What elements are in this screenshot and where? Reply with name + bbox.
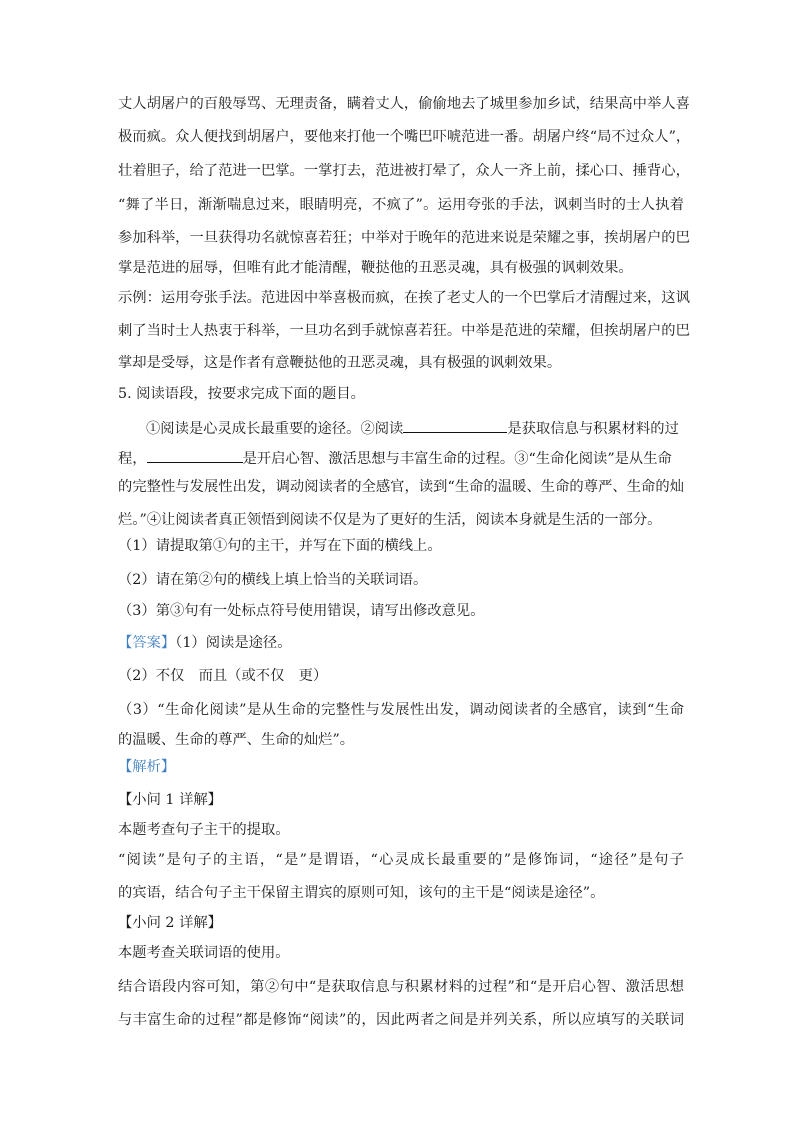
text-line: 掌是范进的屈辱，但唯有此才能清醒，鞭挞他的丑恶灵魂，具有极强的讽刺效果。: [118, 260, 633, 276]
text-line: 壮着胆子，给了范进一巴掌。一掌打去，范进被打晕了，众人一齐上前，揉心口、捶背心，: [118, 163, 690, 179]
analysis-heading: 【小问 1 详解】: [118, 792, 222, 808]
text-line: 参加科举，一旦获得功名就惊喜若狂；中举对于晚年的范进来说是荣耀之事，挨胡屠户的巴: [118, 230, 690, 246]
text-line: 丈人胡屠户的百般辱骂、无理责备，瞒着丈人，偷偷地去了城里参加乡试，结果高中举人喜: [118, 96, 690, 112]
passage-text: 是开启心智、激活思想与丰富生命的过程。③“生命化阅读”是从生命: [242, 451, 672, 467]
analysis-line: 本题考查句子主干的提取。: [118, 822, 290, 838]
analysis-line: “阅读”是句子的主语，“是”是谓语，“心灵成长最重要的”是修饰词，“途径”是句子: [118, 852, 684, 868]
example-line: 示例：运用夸张手法。范进因中举喜极而疯，在挨了老丈人的一个巴掌后才清醒过来，这讽: [118, 290, 690, 306]
answer-line: （2）不仅 而且（或不仅 更）: [118, 668, 328, 684]
passage-line: 烂。”④让阅读者真正领悟到阅读不仅是为了更好的生活，阅读本身就是生活的一部分。: [118, 512, 662, 528]
answer-label: 【答案】: [118, 635, 176, 651]
answer-line: 的温暖、生命的尊严、生命的灿烂”。: [118, 732, 355, 748]
passage-text: ①阅读是心灵成长最重要的途径。②阅读: [146, 421, 404, 437]
answer-line: （3）“生命化阅读”是从生命的完整性与发展性出发，调动阅读者的全感官，读到“生命: [118, 702, 684, 718]
text-line: “舞了半日，渐渐喘息过来，眼睛明亮，不疯了”。运用夸张的手法，讽刺当时的士人执着: [118, 197, 684, 213]
analysis-line: 本题考查关联词语的使用。: [118, 945, 290, 961]
analysis-heading: 【小问 2 详解】: [118, 915, 222, 931]
passage-text: 是获取信息与积累材料的过: [507, 421, 679, 437]
example-line: 刺了当时士人热衷于科举，一旦功名到手就惊喜若狂。中举是范进的荣耀，但挨胡屠户的巴: [118, 323, 690, 339]
passage-line: 的完整性与发展性出发，调动阅读者的全感官，读到“生命的温暖、生命的尊严、生命的灿: [118, 479, 684, 495]
question-title: 5. 阅读语段，按要求完成下面的题目。: [118, 386, 365, 402]
sub-question: （2）请在第②句的横线上填上恰当的关联词语。: [118, 572, 428, 588]
example-line: 掌却是受辱，这是作者有意鞭挞他的丑恶灵魂，具有极强的讽刺效果。: [118, 355, 562, 371]
answer-text: （1）阅读是途径。: [175, 635, 292, 651]
passage-line: [146, 417, 684, 437]
analysis-line: 的宾语，结合句子主干保留主谓宾的原则可知，该句的主干是“阅读是途径”。: [118, 885, 605, 901]
passage-line: [118, 447, 684, 467]
analysis-label: 【解析】: [118, 759, 176, 775]
analysis-line: 结合语段内容可知，第②句中“是获取信息与积累材料的过程”和“是开启心智、激活思想: [118, 979, 684, 995]
answer-line: [118, 633, 684, 653]
sub-question: （1）请提取第①句的主干，并写在下面的横线上。: [118, 538, 442, 554]
analysis-line: 与丰富生命的过程”都是修饰“阅读”的，因此两者之间是并列关系，所以应填写的关联词: [118, 1012, 684, 1028]
sub-question: （3）第③句有一处标点符号使用错误，请写出修改意见。: [118, 603, 485, 619]
answer-blank: [403, 417, 507, 433]
text-line: 极而疯。众人便找到胡屠户，要他来打他一个嘴巴吓唬范进一番。胡屠户终“局不过众人”，: [118, 129, 691, 145]
answer-blank: [147, 447, 243, 463]
passage-text: 程，: [118, 451, 147, 467]
